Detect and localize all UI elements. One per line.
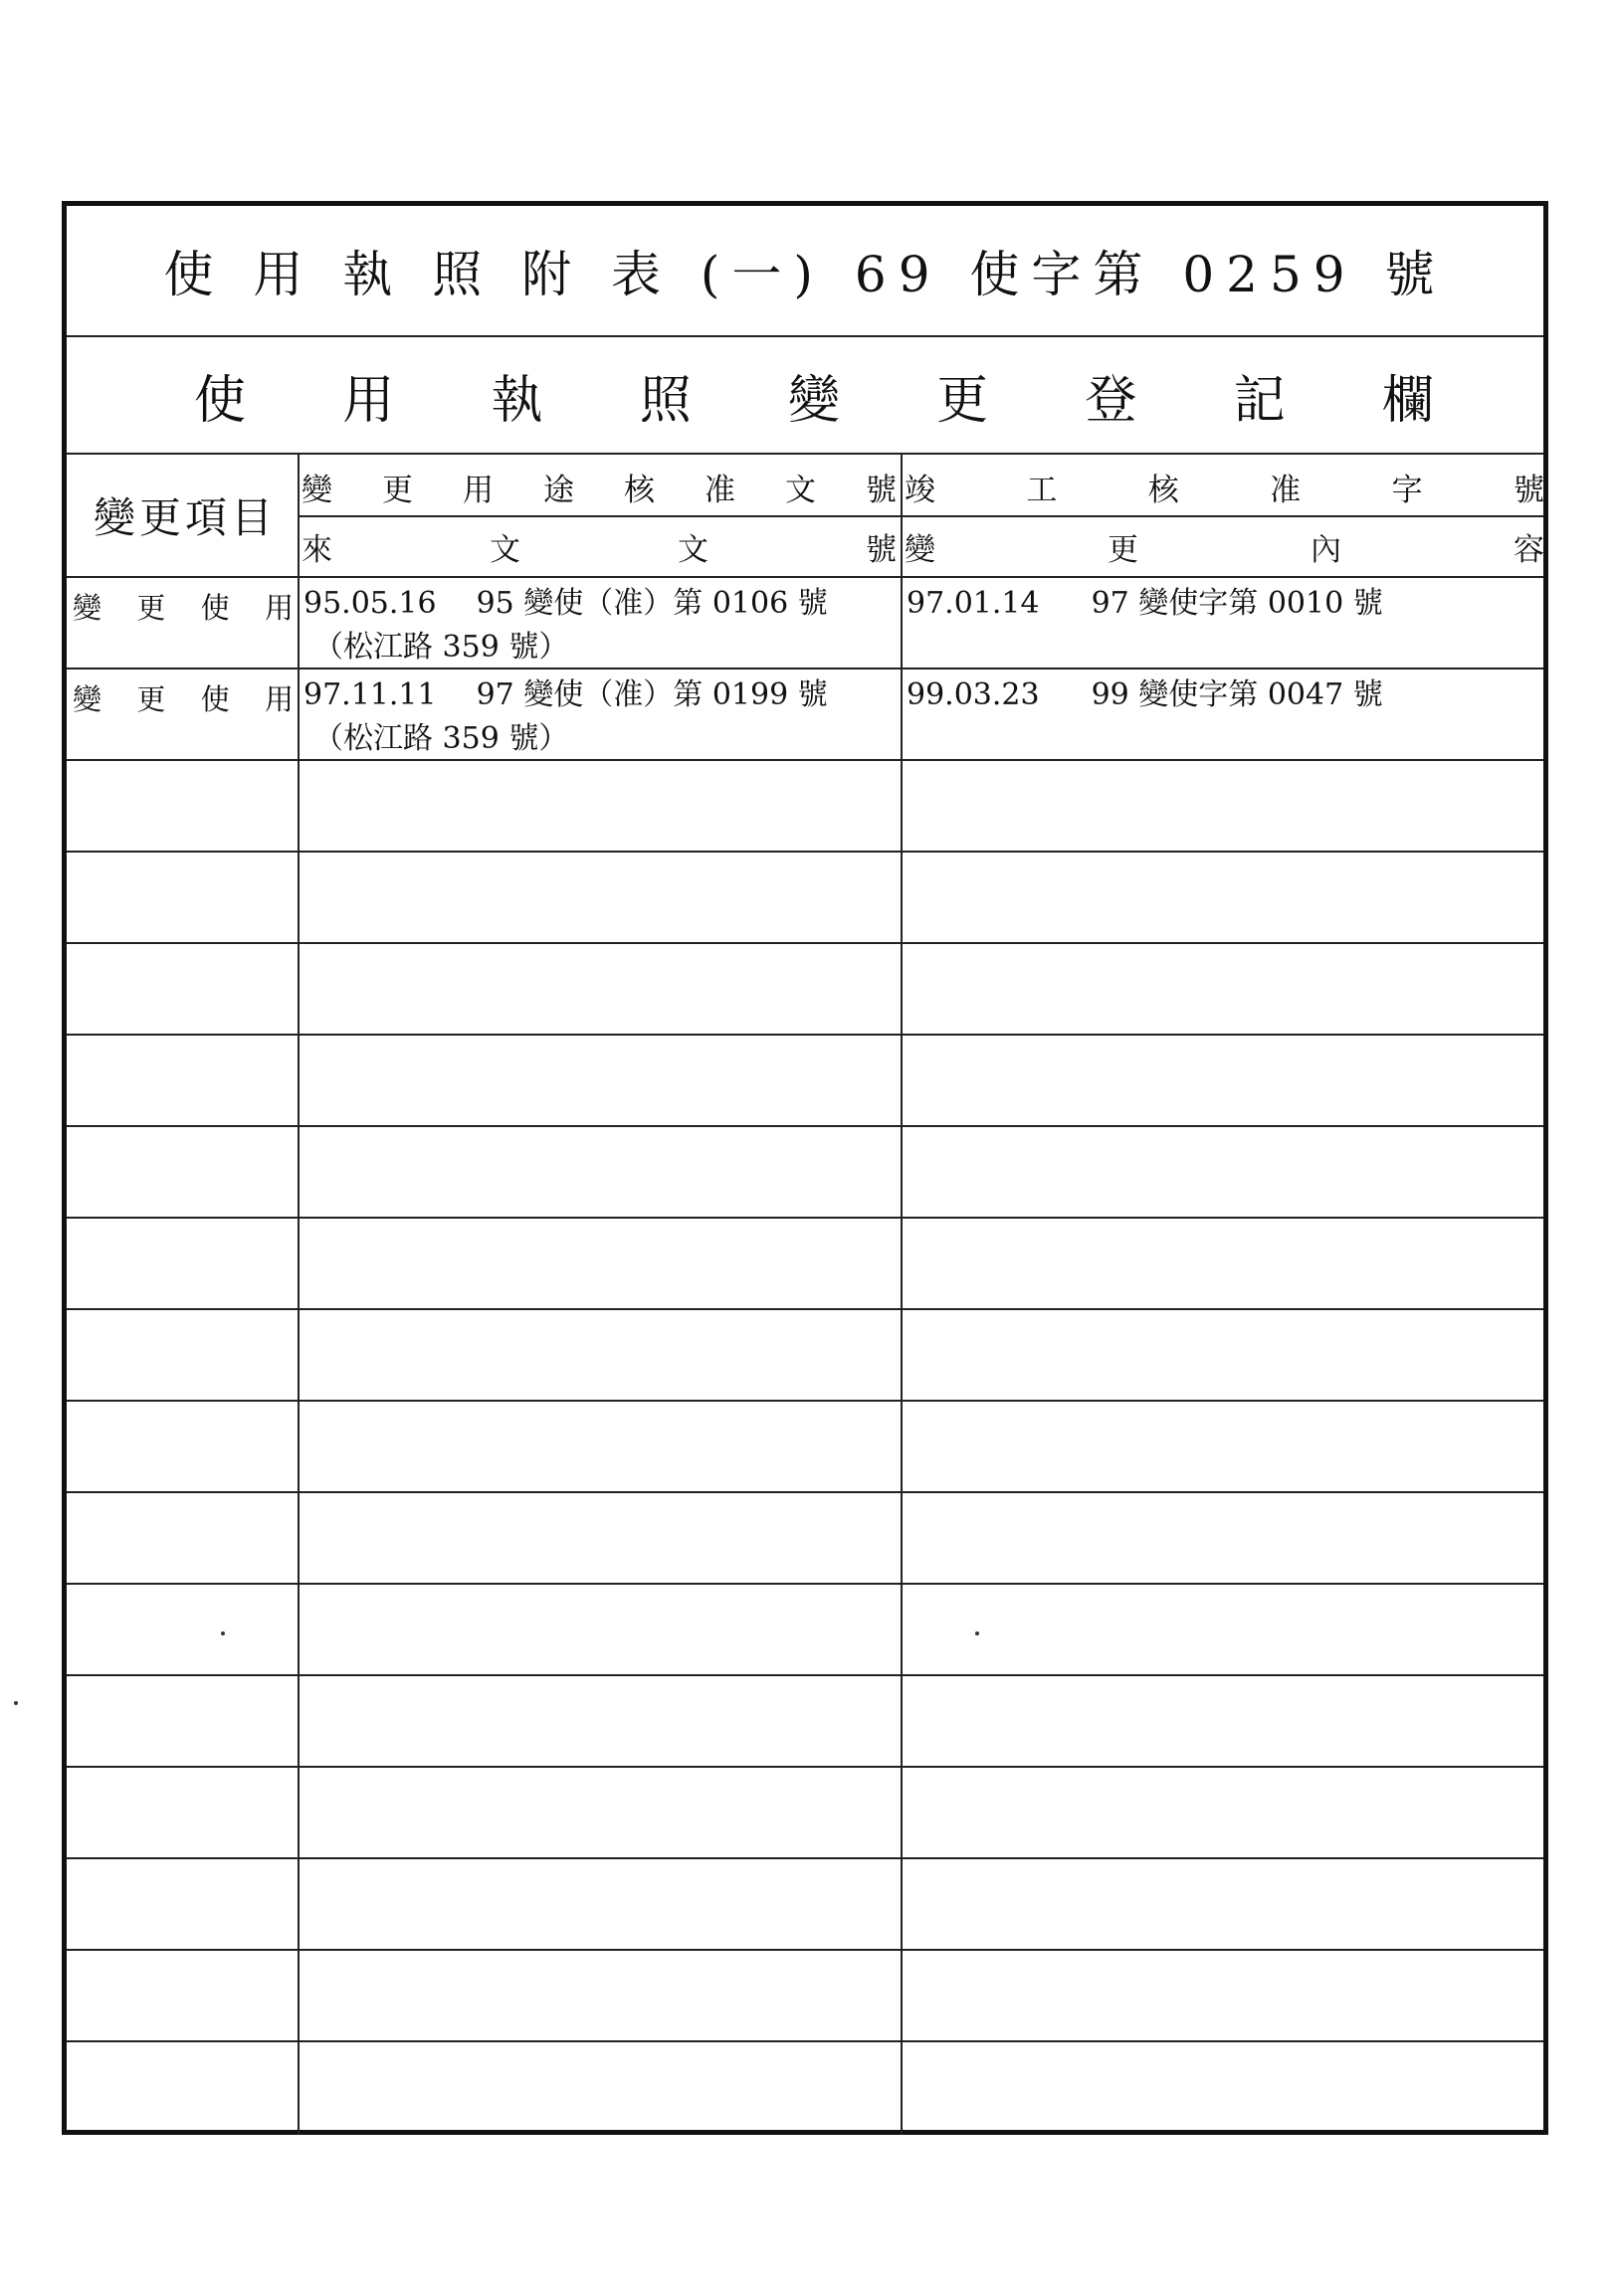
row-rule [67, 1308, 1543, 1310]
row-rule [67, 2040, 1543, 2042]
change-registry-table [67, 455, 1543, 2135]
scan-speck [221, 1631, 225, 1635]
row-2-change-item [73, 677, 294, 721]
row-rule [67, 1034, 1543, 1036]
subtitle-char: 記 [1233, 370, 1286, 431]
item-char: 用 [264, 682, 294, 716]
row-rule [67, 1583, 1543, 1585]
header-char: 更 [382, 473, 413, 508]
header-char: 途 [543, 473, 574, 508]
header-char: 工 [1026, 473, 1058, 508]
header-bottom-rule [67, 576, 1543, 578]
header-char: 號 [1513, 473, 1544, 508]
item-char: 使 [200, 682, 230, 716]
header-char: 來 [302, 532, 332, 568]
column-divider [901, 455, 903, 2135]
header-char: 容 [1514, 532, 1544, 568]
item-char: 更 [136, 591, 166, 625]
row-2-approval [303, 673, 901, 761]
header-char: 字 [1391, 473, 1423, 508]
row-2-completion-number: 99 變使字第 0047 號 [1091, 677, 1383, 712]
row-1-change-item [73, 586, 294, 630]
subtitle-char: 使 [194, 370, 247, 431]
row-rule [67, 1125, 1543, 1127]
row-1-approval-number: 95 變使（准）第 0106 號 [476, 586, 828, 621]
item-char: 用 [264, 591, 294, 625]
subtitle-char: 變 [787, 370, 840, 431]
header-char: 竣 [905, 473, 935, 508]
row-rule [67, 1217, 1543, 1219]
row-rule [67, 942, 1543, 944]
scan-speck [975, 1631, 979, 1635]
header-change-content [905, 524, 1546, 570]
row-rule [67, 1766, 1543, 1768]
item-char: 更 [136, 682, 166, 716]
row-rule [67, 1857, 1543, 1859]
header-char: 准 [1270, 473, 1302, 508]
row-1-address: （松江路 359 號） [313, 630, 569, 665]
row-1-completion [907, 582, 1543, 626]
column-divider [298, 455, 300, 2135]
header-char: 准 [705, 473, 735, 508]
row-rule [67, 1949, 1543, 1951]
header-approval-doc [302, 465, 899, 510]
row-rule [67, 851, 1543, 853]
row-2-completion-date: 99.03.23 [907, 677, 1040, 712]
license-number: 69 使字第 0259 號 [854, 246, 1447, 303]
row-2-approval-date: 97.11.11 [303, 677, 437, 712]
form-title [67, 206, 1543, 337]
header-char: 文 [678, 532, 708, 568]
row-rule [67, 1491, 1543, 1493]
item-char: 使 [200, 591, 230, 625]
item-char: 變 [73, 682, 102, 716]
subtitle-char: 登 [1085, 370, 1137, 431]
row-rule [67, 1674, 1543, 1676]
header-change-item: 變更項目 [93, 493, 277, 542]
header-char: 號 [866, 473, 897, 508]
row-1-completion-number: 97 變使字第 0010 號 [1091, 586, 1383, 621]
header-char: 文 [490, 532, 520, 568]
subtitle-char: 欄 [1381, 370, 1434, 431]
row-2-completion [907, 673, 1543, 717]
subtitle-char: 用 [342, 370, 395, 431]
subtitle-char: 執 [491, 370, 543, 431]
header-char: 核 [624, 473, 655, 508]
header-incoming-doc [302, 524, 899, 570]
header-char: 更 [1108, 532, 1138, 568]
row-1-completion-date: 97.01.14 [907, 586, 1040, 621]
row-rule [67, 1400, 1543, 1402]
scan-speck [14, 1701, 18, 1705]
header-completion-doc [905, 465, 1546, 510]
header-char: 用 [463, 473, 494, 508]
row-2-address: （松江路 359 號） [313, 721, 569, 756]
row-2-approval-number: 97 變使（准）第 0199 號 [476, 677, 828, 712]
row-1-approval [303, 582, 901, 670]
header-char: 內 [1311, 532, 1341, 568]
header-char: 變 [905, 532, 935, 568]
header-char: 核 [1147, 473, 1179, 508]
header-char: 文 [785, 473, 816, 508]
header-char: 號 [866, 532, 897, 568]
header-char: 變 [302, 473, 332, 508]
form-title-prefix: 使 用 執 照 附 表 (一) [163, 246, 825, 303]
subtitle-char: 照 [639, 370, 692, 431]
subtitle-char: 更 [936, 370, 989, 431]
form-subtitle [67, 337, 1543, 455]
item-char: 變 [73, 591, 102, 625]
usage-license-appendix-form [62, 201, 1548, 2135]
header-sub-divider [298, 515, 1543, 517]
row-1-approval-date: 95.05.16 [303, 586, 437, 621]
